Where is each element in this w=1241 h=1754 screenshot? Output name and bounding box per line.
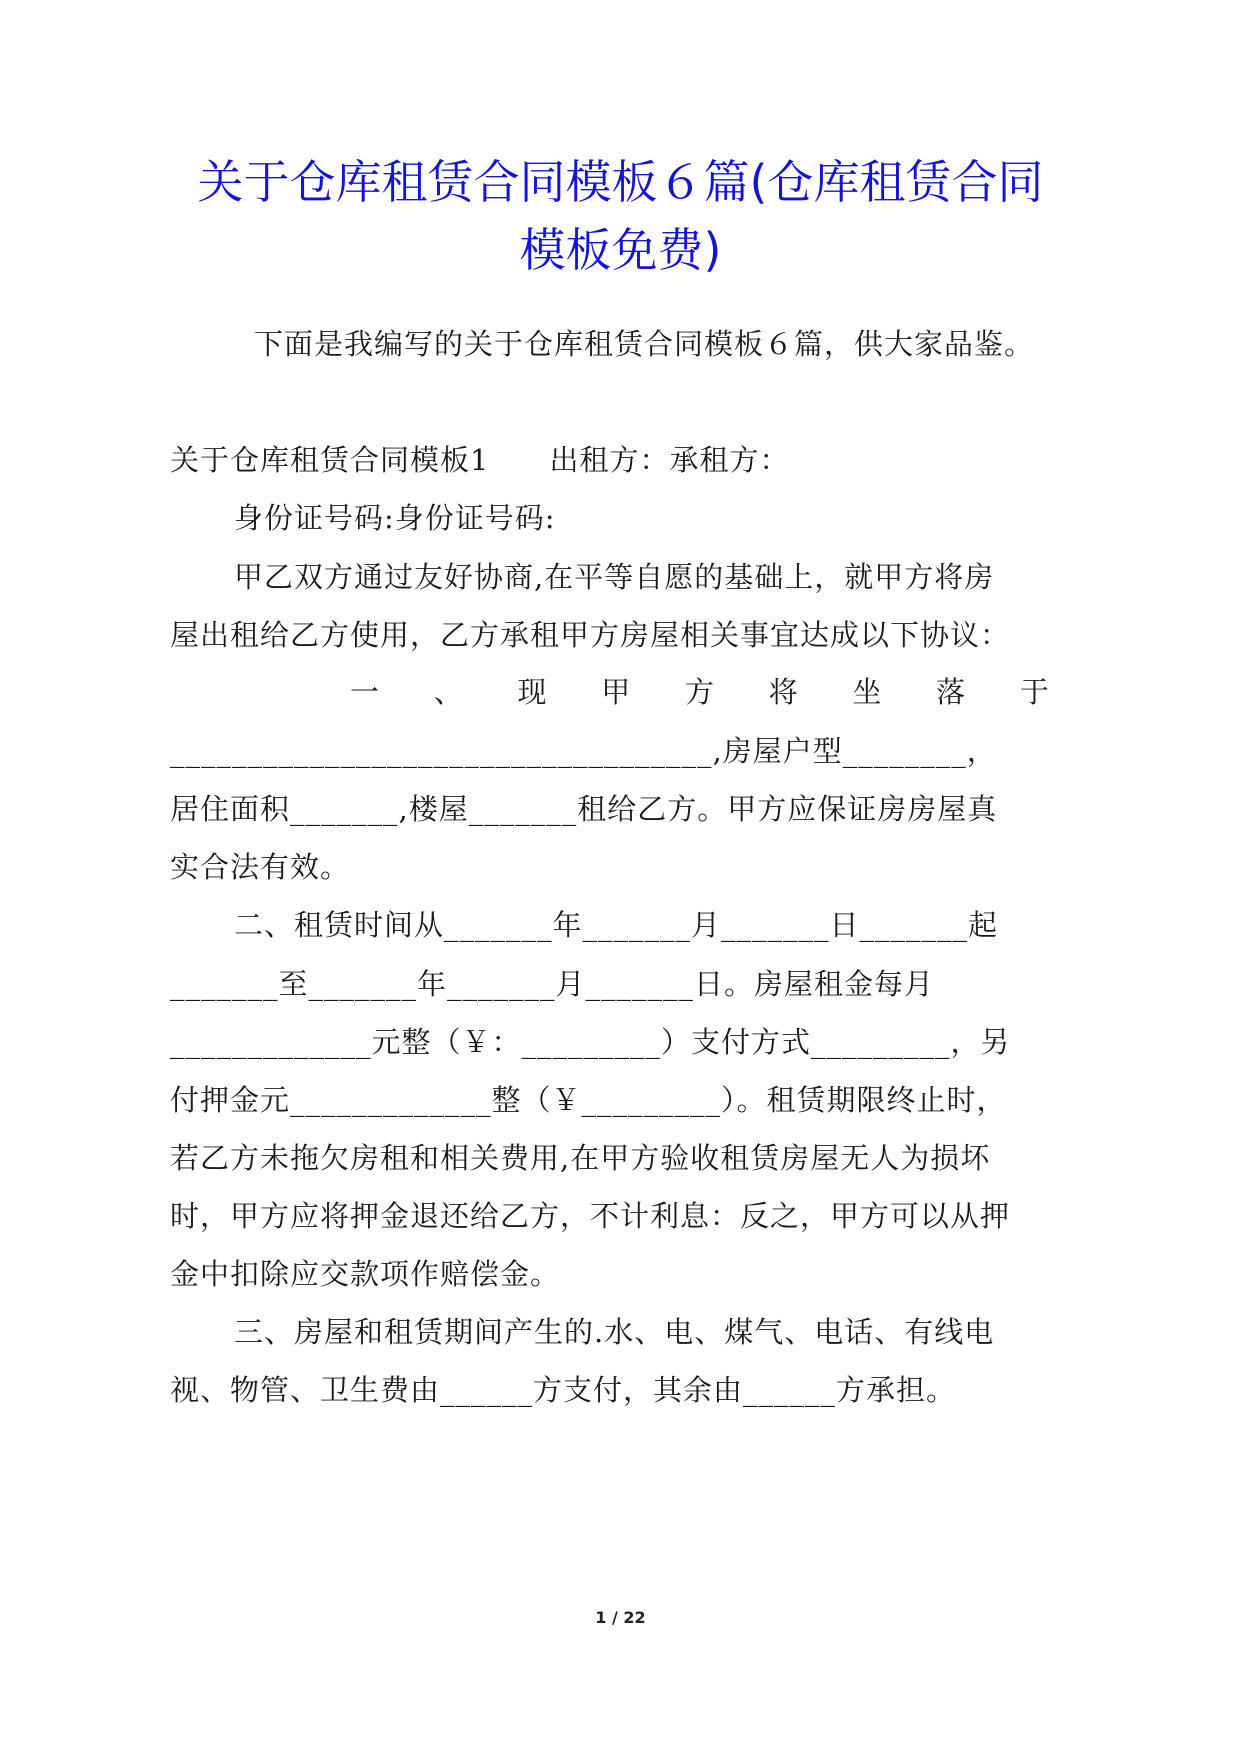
clause-1-word: 落 <box>936 675 967 709</box>
body-line: 若乙方未拖欠房租和相关费用,在甲方验收租赁房屋无人为损坏 <box>170 1141 991 1175</box>
body-line: 屋出租给乙方使用，乙方承租甲方房屋相关事宜达成以下协议： <box>170 618 1011 652</box>
body-line: 甲乙双方通过友好协商,在平等自愿的基础上，就甲方将房 <box>234 560 995 594</box>
clause-1-word: 坐 <box>852 675 883 709</box>
body-line: _______至_______年_______月_______日。房屋租金每月 <box>170 967 935 1001</box>
clause-1-word: 现 <box>517 675 548 709</box>
page-indicator: 1 / 22 <box>595 1608 646 1627</box>
clause-1-spaced-line <box>350 670 1050 711</box>
body-line: 三、房屋和租赁期间产生的.水、电、煤气、电话、有线电 <box>234 1315 995 1349</box>
body-line: ___________________________________,房屋户型________， <box>170 734 997 768</box>
document-title <box>160 148 1081 284</box>
body-line: 居住面积_______,楼屋_______租给乙方。甲方应保证房房屋真 <box>170 792 998 826</box>
section-heading: 关于仓库租赁合同模板1 出租方：承租方： <box>170 443 790 477</box>
title-line-2: 模板免费) <box>519 223 722 277</box>
clause-1-word: 一 <box>350 675 381 709</box>
body-line: 付押金元_____________整（￥_________）。租赁期限终止时， <box>170 1083 1007 1117</box>
body-line: 金中扣除应交款项作赔偿金。 <box>170 1257 561 1291</box>
body-line: 时，甲方应将押金退还给乙方，不计利息：反之，甲方可以从押 <box>170 1199 1011 1233</box>
body-line: _____________元整（￥：_________）支付方式_________，另 <box>170 1025 1011 1059</box>
title-line-1: 关于仓库租赁合同模板６篇(仓库租赁合同 <box>197 155 1044 209</box>
intro-paragraph: 下面是我编写的关于仓库租赁合同模板６篇，供大家品鉴。 <box>254 327 1035 361</box>
clause-1-word: 于 <box>1019 675 1050 709</box>
clause-1-word: 将 <box>768 675 799 709</box>
body-line: 身份证号码:身份证号码: <box>234 501 556 535</box>
clause-1-word: 、 <box>433 675 464 709</box>
clause-1-word: 方 <box>684 675 715 709</box>
clause-1-word: 甲 <box>601 675 632 709</box>
body-line: 视、物管、卫生费由______方支付，其余由______方承担。 <box>170 1373 957 1407</box>
body-line: 实合法有效。 <box>170 850 351 884</box>
body-line: 二、租赁时间从_______年_______月_______日_______起 <box>234 908 999 942</box>
